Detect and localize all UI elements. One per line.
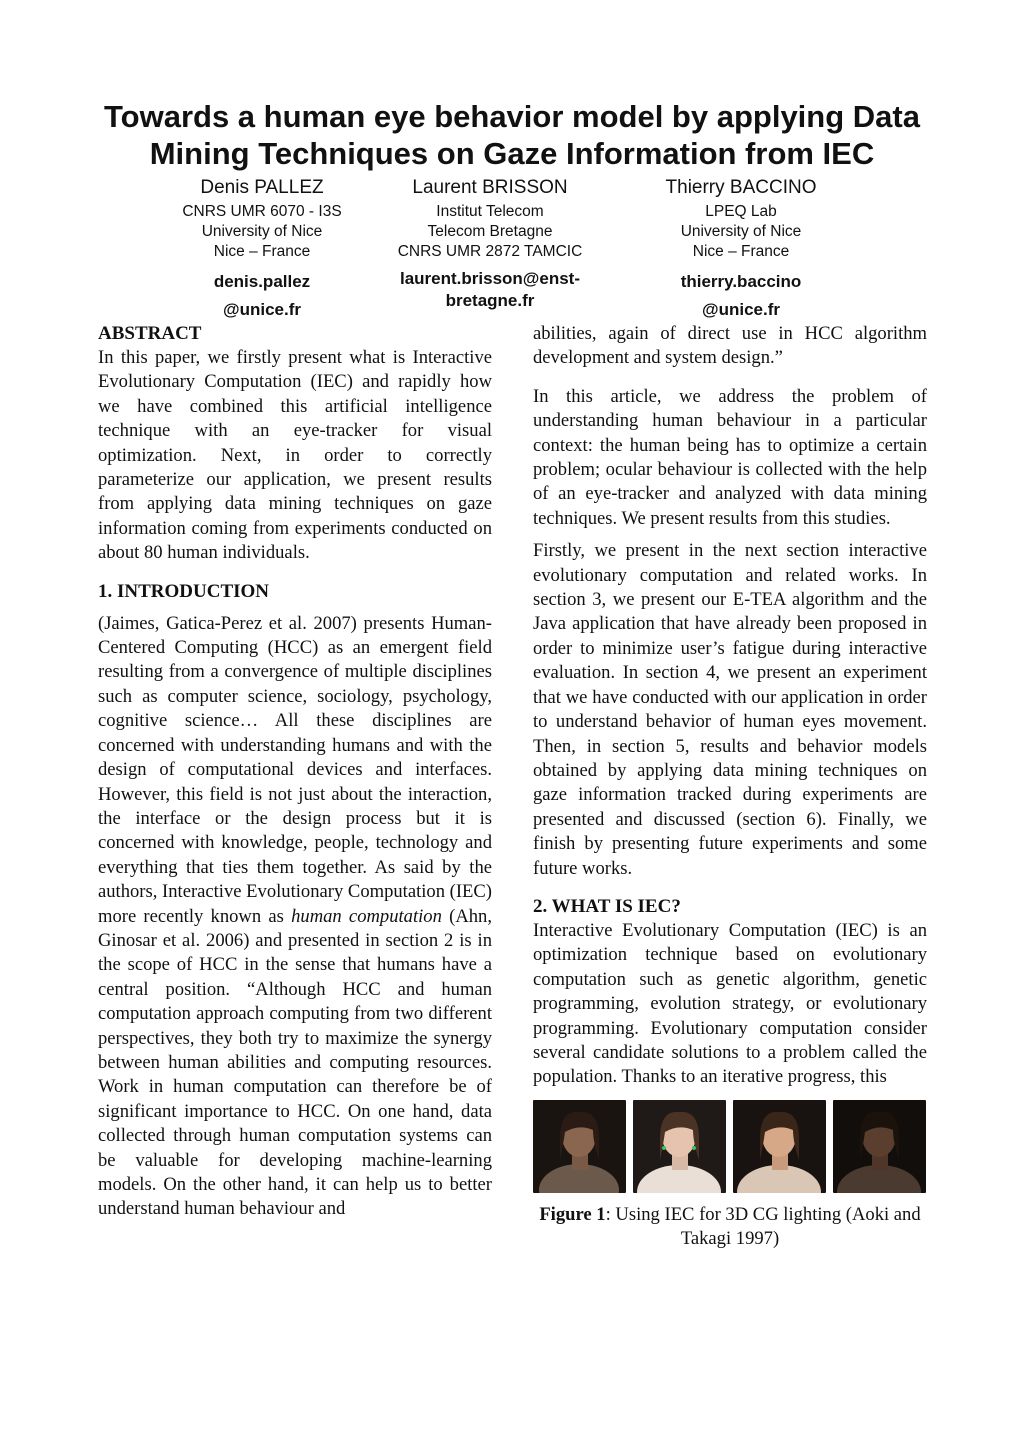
author-email[interactable] (621, 268, 861, 324)
author-block-3 (621, 176, 861, 324)
figure-1-image-3 (733, 1100, 826, 1193)
author-affiliation: CNRS UMR 6070 - I3S (182, 203, 342, 220)
author-affiliation: University of Nice (201, 223, 323, 240)
author-name: Denis PALLEZ (200, 177, 324, 198)
figure-1-label: Figure 1 (539, 1203, 606, 1225)
introduction-heading: 1. INTRODUCTION (98, 580, 270, 602)
figure-1-image-2 (633, 1100, 726, 1193)
figure-1-caption-text: : Using IEC for 3D CG lighting (Aoki and Takagi 1997) (605, 1203, 921, 1249)
author-email-line: @unice.fr (702, 300, 780, 319)
figure-1-image-4 (833, 1100, 926, 1193)
right-column (533, 322, 927, 1251)
author-email[interactable] (370, 268, 610, 312)
title-line-2: Mining Techniques on Gaze Information from IEC (149, 136, 875, 171)
author-affiliation: Nice – France (692, 243, 790, 260)
author-block-1 (142, 176, 382, 324)
author-affiliation: University of Nice (680, 223, 802, 240)
author-email-line: bretagne.fr (445, 291, 535, 310)
author-affiliation: Telecom Bretagne (427, 223, 553, 240)
author-email[interactable] (142, 268, 382, 324)
abstract-heading: ABSTRACT (98, 323, 202, 344)
author-affiliation: Nice – France (213, 243, 311, 260)
author-email-line: @unice.fr (223, 300, 301, 319)
figure-1-caption (533, 1203, 927, 1251)
author-email-line: laurent.brisson@enst- (400, 269, 580, 288)
author-affiliation: Institut Telecom (436, 203, 544, 220)
author-affiliation: CNRS UMR 2872 TAMCIC (397, 243, 583, 260)
introduction-paragraph-2: In this article, we address the problem of understanding human behaviour in a particular context: the human being has to optimize a certain problem; ocular behaviour is collected with the help of an eye-tracker and analyzed with data mining techniques. We present results from this studies. (533, 385, 927, 529)
author-name: Thierry BACCINO (665, 177, 817, 198)
author-affiliation: LPEQ Lab (705, 203, 777, 220)
introduction-continuation: abilities, again of direct use in HCC algorithm development and system design.” (533, 323, 927, 369)
author-email-line: thierry.baccino (680, 272, 802, 291)
intro-text-part: (Jaimes, Gatica-Perez et al. 2007) presents Human-Centered Computing (HCC) as an emergent field resulting from a convergence of multiple disciplines such as computer science, sociology, psychology, cognitive science… All these disciplines are concerned with understanding humans and with the design of computational devices and interfaces. However, this field is not just about the interaction, the interface or the design process but it is concerned with knowledge, people, technology and everything that ties them together. As said by the authors, Interactive Evolutionary Computation (IEC) more recently known as (98, 612, 492, 927)
left-column (98, 322, 492, 1222)
figure-1-image-1 (533, 1100, 626, 1193)
section-2-text: Interactive Evolutionary Computation (IEC) is an optimization technique based on evolutionary computation such as genetic algorithm, genetic programming, evolution strategy, or evolutionary programming. Evolutionary computation consider several candidate solutions to a problem called the population. Thanks to an iterative progress, this (533, 919, 927, 1088)
title-line-1: Towards a human eye behavior model by applying Data (104, 99, 920, 134)
section-2-heading: 2. WHAT IS IEC? (533, 895, 681, 917)
intro-text-part: (Ahn, Ginosar et al. 2006) and presented in section 2 is in the scope of HCC in the sense that humans have a central position. “Although HCC and human computation approach computing from two different perspectives, they both try to maximize the synergy between human abilities and computing resources. Work in human computation can therefore be of significant importance to HCC. On one hand, data collected through human computation systems can be valuable for developing machine-learning models. On the other hand, it can help us to better understand human behaviour and (98, 905, 492, 1220)
author-block-2 (370, 176, 610, 312)
author-name: Laurent BRISSON (412, 177, 568, 198)
intro-italic-term: human computation (291, 905, 442, 927)
introduction-paragraph-1 (98, 612, 492, 1222)
author-email-line: denis.pallez (213, 272, 311, 291)
figure-1-images (533, 1100, 927, 1193)
introduction-paragraph-3: Firstly, we present in the next section interactive evolutionary computation and related works. In section 3, we present our E-TEA algorithm and the Java application that have already been proposed in order to minimize user’s fatigue during interactive evaluation. In section 4, we present an experiment that we have conducted with our application in order to understand behavior of human eyes movement. Then, in section 5, results and behavior models obtained by applying data mining techniques on gaze information tracked during experiments are presented and discussed (section 6). Finally, we finish by presenting future experiments and some future works. (533, 540, 927, 879)
paper-title (60, 98, 964, 172)
abstract-text: In this paper, we firstly present what is Interactive Evolutionary Computation (IEC) and rapidly how we have combined this artificial intelligence technique with an eye-tracker for visual optimization. Next, in order to correctly parameterize our application, we present results from applying data mining techniques on gaze information coming from experiments conducted on about 80 human individuals. (98, 347, 492, 564)
